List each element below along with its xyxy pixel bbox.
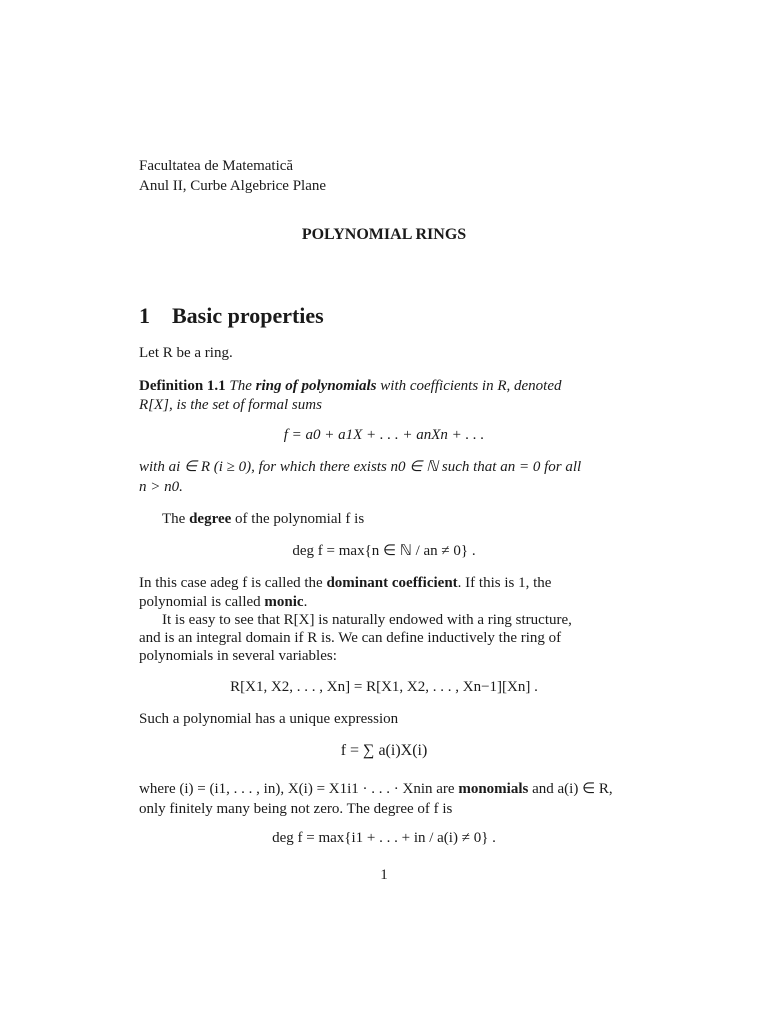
definition-line-4: n > n0. [139,479,183,495]
dominant-coefficient-term: dominant coefficient [326,575,458,591]
faculty-line: Facultatea de Matematică [139,158,294,174]
paragraph2-line-2: and is an integral domain if R is. We can define inductively the ring of [139,630,562,646]
degree-term: degree [189,511,232,527]
monomials-line-1: where (i) = (i1, . . . , in), X(i) = X1i1 · . . . · Xnin are monomials and a(i) ∈ R, [139,781,613,797]
definition-line-2: R[X], is the set of formal sums [139,397,322,413]
degree-intro-line: The degree of the polynomial f is [162,511,365,527]
definition-label: Definition 1.1 [139,378,226,394]
multi-degree-formula: deg f = max{i1 + . . . + in / a(i) ≠ 0} . [272,830,496,846]
page-number: 1 [380,867,388,883]
section-number: 1 [139,303,150,328]
formal-sum-formula: f = a0 + a1X + . . . + anXn + . . . [283,427,485,443]
several-variables-formula: R[X1, X2, . . . , Xn] = R[X1, X2, . . . , Xn−1][Xn] . [230,679,538,695]
section-title: Basic properties [172,303,324,328]
document-title: POLYNOMIAL RINGS [301,226,467,243]
monic-term: monic [264,594,304,610]
unique-expression-line: Such a polynomial has a unique expression [139,711,399,727]
monomials-line-2: only finitely many being not zero. The degree of f is [139,801,453,817]
paragraph2-line-1: It is easy to see that R[X] is naturally endowed with a ring structure, [162,612,572,628]
course-line: Anul II, Curbe Algebrice Plane [139,178,327,194]
section-heading [139,303,324,329]
definition-line-1: Definition 1.1 The ring of polynomials with coefficients in R, denoted [139,378,562,394]
dominant-line-2: polynomial is called monic. [139,594,308,610]
sum-formula: f = ∑ a(i)X(i) [340,742,428,759]
degree-formula: deg f = max{n ∈ ℕ / an ≠ 0} . [292,543,476,559]
definition-line-3: with ai ∈ R (i ≥ 0), for which there exists n0 ∈ ℕ such that an = 0 for all [139,459,582,475]
dominant-line-1: In this case adeg f is called the dominant coefficient. If this is 1, the [139,575,552,591]
monomials-term: monomials [458,781,529,797]
ring-of-polynomials-term: ring of polynomials [255,378,377,394]
paragraph2-line-3: polynomials in several variables: [139,648,337,664]
intro-line: Let R be a ring. [139,345,233,361]
